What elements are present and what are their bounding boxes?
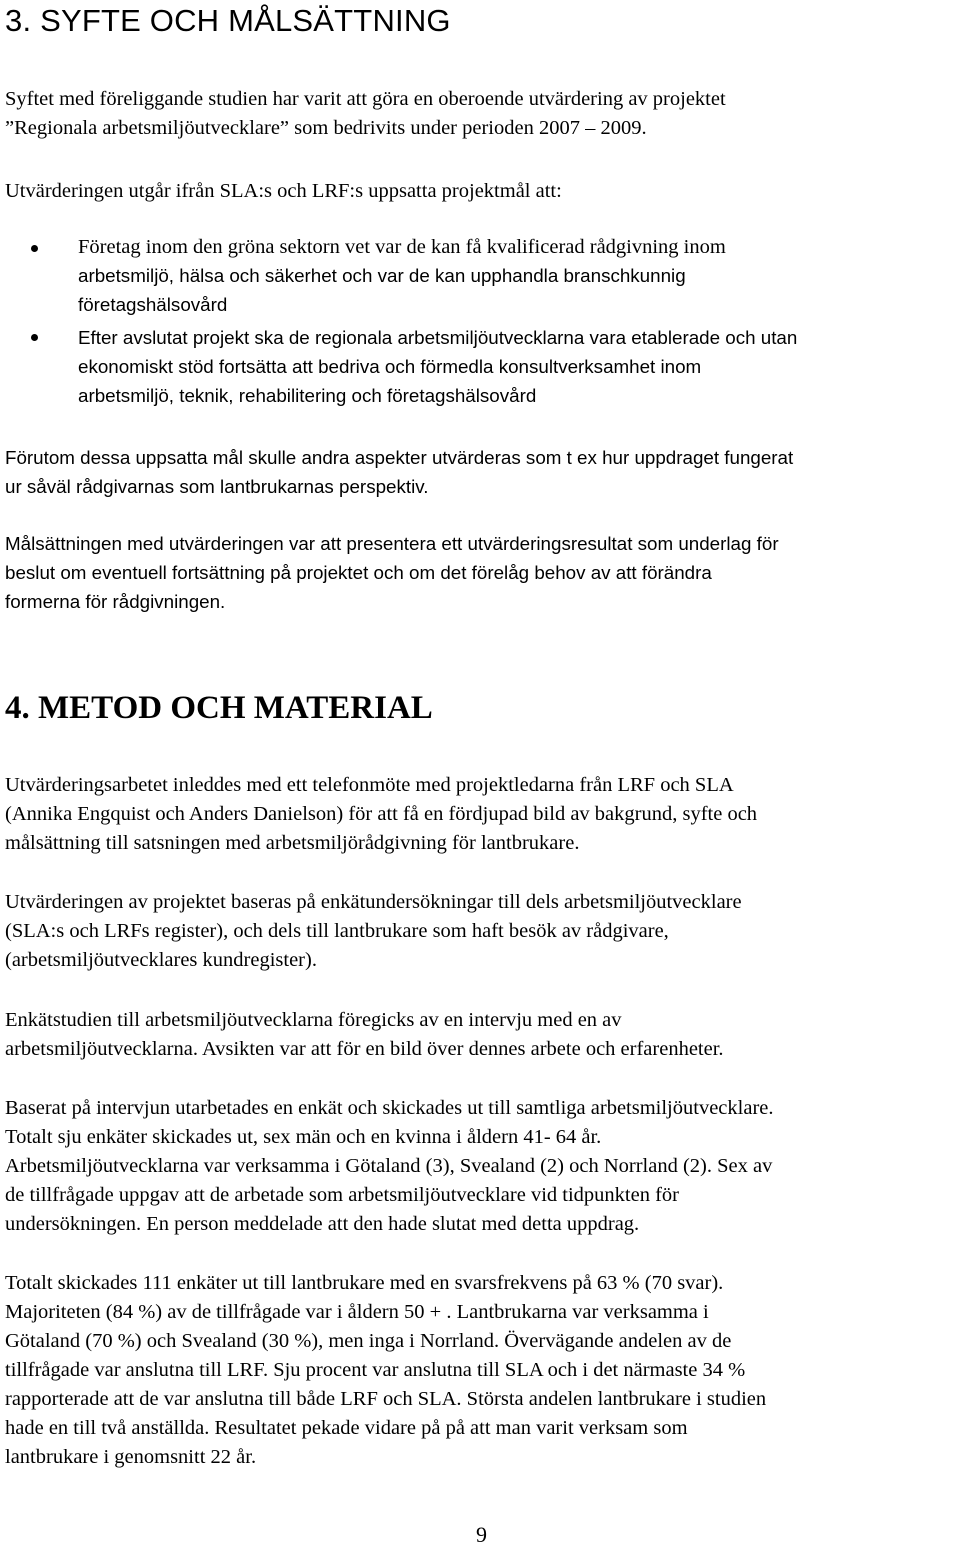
- bullet-icon: [31, 334, 38, 341]
- s3-bullet1-line3: företagshälsovård: [78, 294, 228, 315]
- s4-para1-line1: Utvärderingsarbetet inleddes med ett telefonmöte med projektledarna från LRF och SLA: [5, 774, 734, 796]
- s4-para5-line1: Totalt skickades 111 enkäter ut till lantbrukare med en svarsfrekvens på 63 % (70 svar).: [5, 1272, 724, 1294]
- s4-para1-line3: målsättning till satsningen med arbetsmiljörådgivning för lantbrukare.: [5, 832, 580, 854]
- s3-bullet2-line1: Efter avslutat projekt ska de regionala arbetsmiljöutvecklarna vara etablerade och utan: [78, 327, 798, 348]
- section-3-heading: 3. SYFTE OCH MÅLSÄTTNING: [5, 3, 451, 38]
- s4-para4-line4: de tillfrågade uppgav att de arbetade som arbetsmiljöutvecklare vid tidpunkten för: [5, 1184, 679, 1206]
- bullet-icon: [31, 245, 38, 252]
- page-number: 9: [476, 1522, 487, 1547]
- s3-para1-line2: ”Regionala arbetsmiljöutvecklare” som bedrivits under perioden 2007 – 2009.: [5, 117, 647, 139]
- s3-para4-line1: Målsättningen med utvärderingen var att presentera ett utvärderingsresultat som underlag för: [5, 533, 779, 554]
- s3-bullet2-line3: arbetsmiljö, teknik, rehabilitering och företagshälsovård: [78, 385, 537, 406]
- s3-para1-line1: Syftet med föreliggande studien har varit att göra en oberoende utvärdering av projektet: [5, 88, 726, 110]
- s4-para2-line2: (SLA:s och LRFs register), och dels till lantbrukare som haft besök av rådgivare,: [5, 920, 669, 942]
- s4-para5-line2: Majoriteten (84 %) av de tillfrågade var i åldern 50 + . Lantbrukarna var verksamma i: [5, 1301, 709, 1323]
- s4-para5-line7: lantbrukare i genomsnitt 22 år.: [5, 1446, 257, 1468]
- s3-para2-line1: Utvärderingen utgår ifrån SLA:s och LRF:s uppsatta projektmål att:: [5, 180, 562, 202]
- s3-bullet1-line1: Företag inom den gröna sektorn vet var de kan få kvalificerad rådgivning inom: [78, 236, 726, 258]
- s4-para5-line5: rapporterade att de var anslutna till både LRF och SLA. Största andelen lantbrukare i studien: [5, 1388, 767, 1410]
- s4-para3-line1: Enkätstudien till arbetsmiljöutvecklarna föregicks av en intervju med en av: [5, 1009, 622, 1031]
- s4-para4-line3: Arbetsmiljöutvecklarna var verksamma i Götaland (3), Svealand (2) och Norrland (2). Sex av: [5, 1155, 773, 1177]
- s4-para5-line4: tillfrågade var anslutna till LRF. Sju procent var anslutna till SLA och i det närmaste 34 %: [5, 1359, 746, 1381]
- s3-bullet2-line2: ekonomiskt stöd fortsätta att bedriva och förmedla konsultverksamhet inom: [78, 356, 702, 377]
- s4-para2-line3: (arbetsmiljöutvecklares kundregister).: [5, 949, 317, 971]
- s4-para4-line1: Baserat på intervjun utarbetades en enkät och skickades ut till samtliga arbetsmiljöutvecklare.: [5, 1097, 774, 1119]
- s3-para4-line2: beslut om eventuell fortsättning på projektet och om det förelåg behov av att förändra: [5, 562, 712, 583]
- s4-para1-line2: (Annika Engquist och Anders Danielson) för att få en fördjupad bild av bakgrund, syfte och: [5, 803, 758, 825]
- s4-para4-line2: Totalt sju enkäter skickades ut, sex män och en kvinna i åldern 41- 64 år.: [5, 1126, 602, 1148]
- s3-para3-line1: Förutom dessa uppsatta mål skulle andra aspekter utvärderas som t ex hur uppdraget fungerat: [5, 447, 794, 468]
- s4-para3-line2: arbetsmiljöutvecklarna. Avsikten var att för en bild över dennes arbete och erfarenheter.: [5, 1038, 724, 1060]
- s4-para4-line5: undersökningen. En person meddelade att den hade slutat med detta uppdrag.: [5, 1213, 640, 1235]
- s4-para5-line3: Götaland (70 %) och Svealand (30 %), men inga i Norrland. Övervägande andelen av de: [5, 1330, 732, 1352]
- s3-para4-line3: formerna för rådgivningen.: [5, 591, 226, 612]
- s4-para5-line6: hade en till två anställda. Resultatet pekade vidare på på att man varit verksam som: [5, 1417, 688, 1439]
- s4-para2-line1: Utvärderingen av projektet baseras på enkätundersökningar till dels arbetsmiljöutvecklare: [5, 891, 742, 913]
- s3-para3-line2: ur såväl rådgivarnas som lantbrukarnas perspektiv.: [5, 476, 429, 497]
- section-4-heading: 4. METOD OCH MATERIAL: [5, 690, 433, 726]
- s3-bullet1-line2: arbetsmiljö, hälsa och säkerhet och var de kan upphandla branschkunnig: [78, 265, 686, 286]
